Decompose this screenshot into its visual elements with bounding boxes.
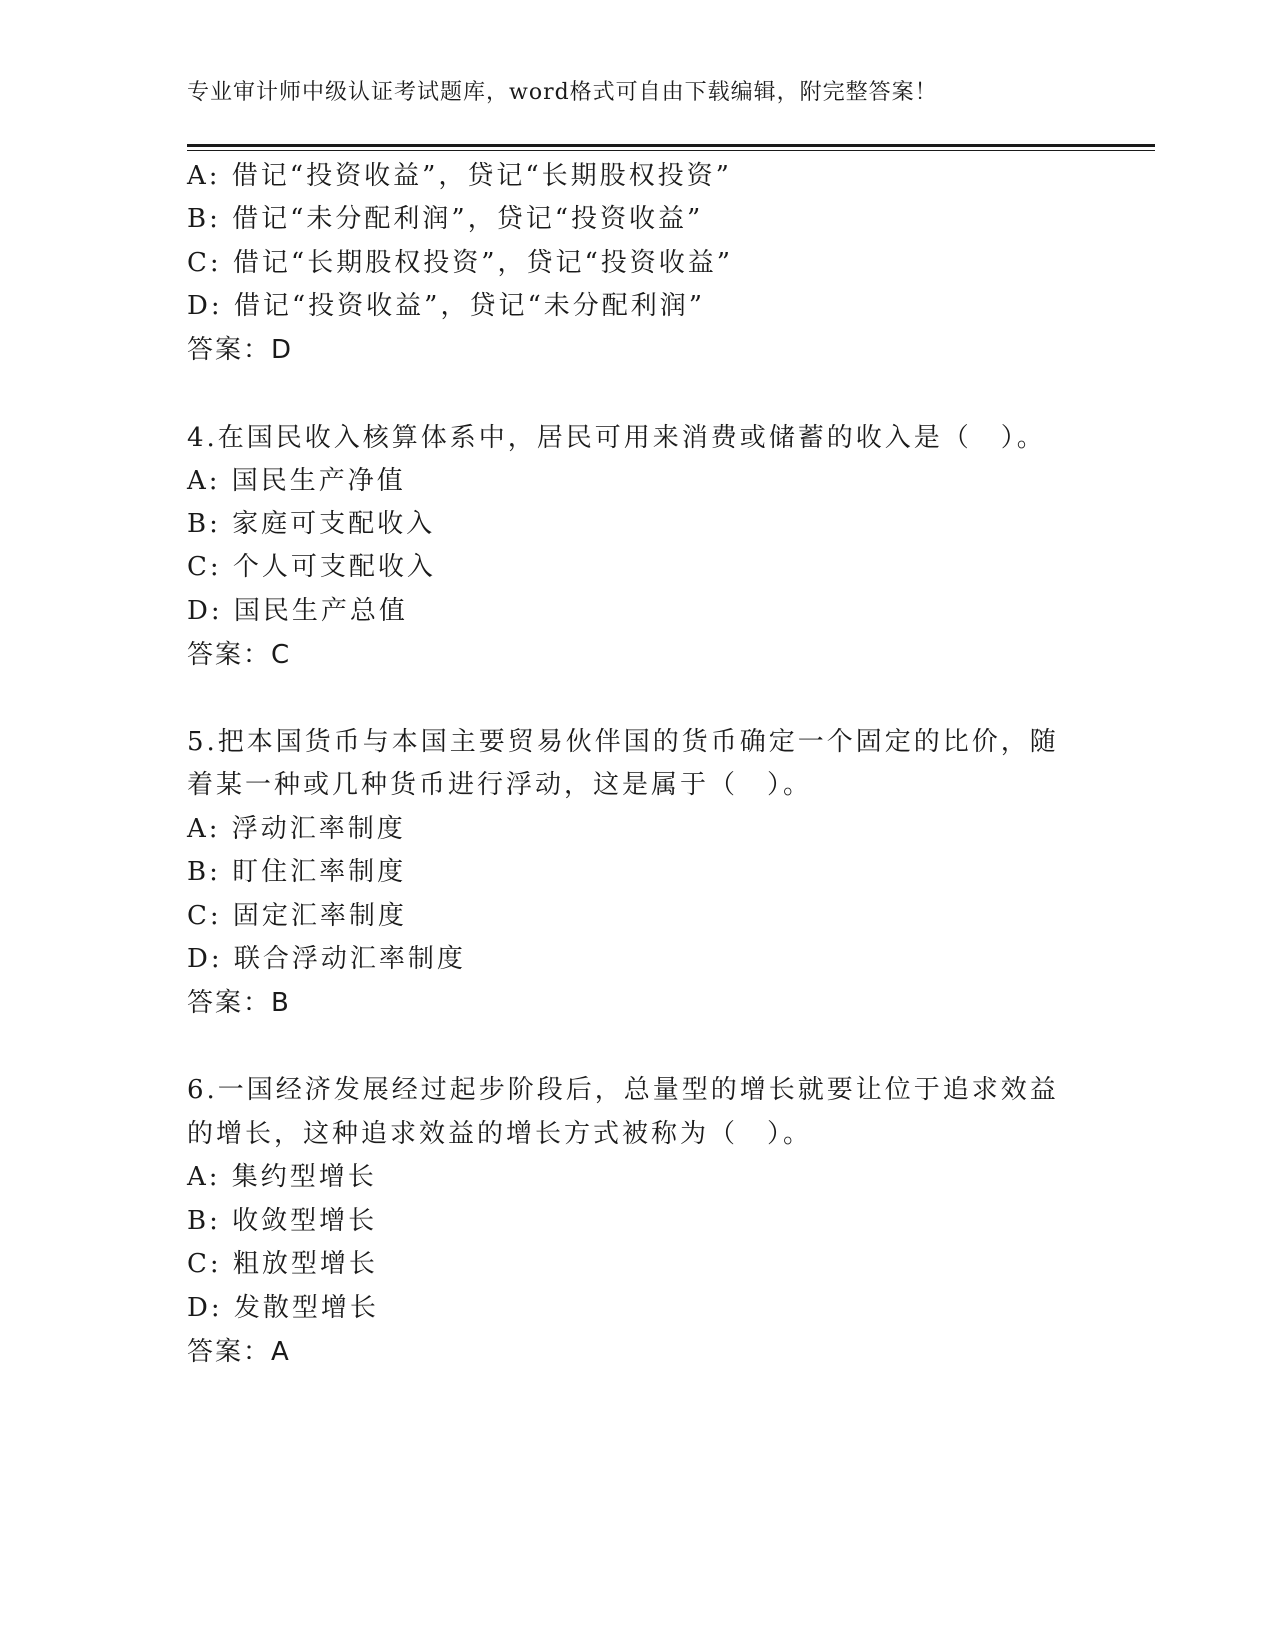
q4-answer: 答案：C	[187, 640, 292, 670]
q3-option-b: B: 借记“未分配利润”，贷记“投资收益”	[187, 204, 704, 234]
q6-option-b: B: 收敛型增长	[187, 1206, 378, 1236]
q6-question-line-2: 的增长，这种追求效益的增长方式被称为（ ）。	[187, 1119, 813, 1149]
q3-option-c: C: 借记“长期股权投资”，贷记“投资收益”	[187, 248, 734, 278]
q5-question-line-1: 5.把本国货币与本国主要贸易伙伴国的货币确定一个固定的比价，随	[187, 727, 1059, 757]
q5-option-d: D: 联合浮动汇率制度	[187, 944, 466, 974]
q6-option-d: D: 发散型增长	[187, 1293, 379, 1323]
q6-option-c: C: 粗放型增长	[187, 1249, 378, 1279]
q3-option-d: D: 借记“投资收益”，贷记“未分配利润”	[187, 291, 706, 321]
q5-question-line-2: 着某一种或几种货币进行浮动，这是属于（ ）。	[187, 770, 813, 800]
q4-option-d: D: 国民生产总值	[187, 596, 408, 626]
q4-option-c: C: 个人可支配收入	[187, 552, 436, 582]
q6-option-a: A: 集约型增长	[187, 1162, 377, 1192]
q5-answer: 答案：B	[187, 988, 291, 1018]
q6-answer: 答案：A	[187, 1337, 291, 1367]
q5-option-a: A: 浮动汇率制度	[187, 814, 406, 844]
q6-question-line-1: 6.一国经济发展经过起步阶段后，总量型的增长就要让位于追求效益	[187, 1075, 1059, 1105]
header-rule-thin	[187, 150, 1155, 151]
header-rule-thick	[187, 144, 1155, 147]
q3-answer: 答案：D	[187, 335, 294, 365]
q4-option-b: B: 家庭可支配收入	[187, 509, 436, 539]
q3-option-a: A: 借记“投资收益”，贷记“长期股权投资”	[187, 161, 732, 191]
q5-option-b: B: 盯住汇率制度	[187, 857, 407, 887]
document-header: 专业审计师中级认证考试题库，word格式可自由下载编辑，附完整答案！	[187, 80, 938, 105]
q4-question: 4.在国民收入核算体系中，居民可用来消费或储蓄的收入是（ ）。	[187, 423, 1046, 453]
q4-option-a: A: 国民生产净值	[187, 466, 406, 496]
q5-option-c: C: 固定汇率制度	[187, 901, 407, 931]
